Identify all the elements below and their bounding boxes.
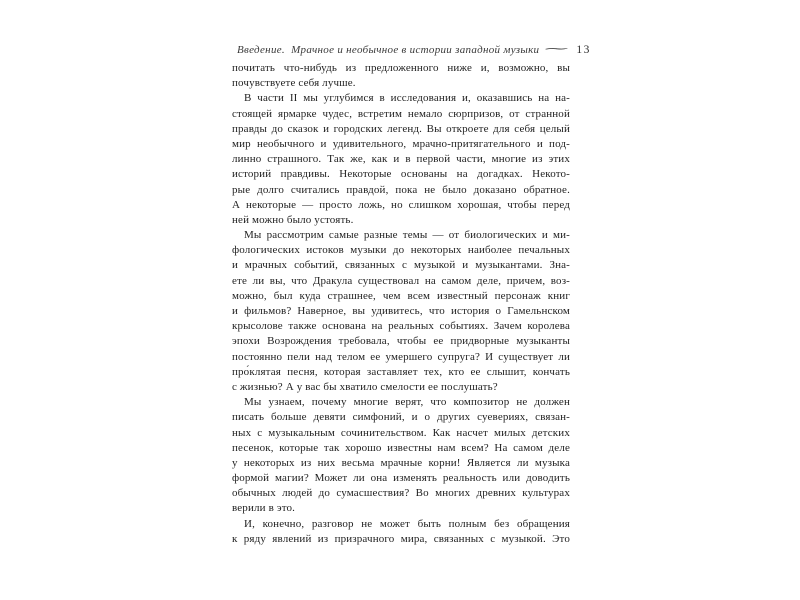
page-text xyxy=(232,61,570,547)
page-number: 13 xyxy=(576,44,591,56)
text-line: к ряду явлений из призрачного мира, связанных с музыкой. Это xyxy=(232,532,570,545)
text-line: можно, был куда страшнее, чем всем известный персонаж книг xyxy=(232,289,570,302)
text-line: писать больше девяти симфоний, и о других суевериях, связан- xyxy=(232,411,570,424)
text-line: ней можно было устоять. xyxy=(232,213,354,226)
text-line: стоящей ярмарке чудес, встретим немало сюрпризов, от странной xyxy=(232,107,570,120)
text-line: В части II мы углубимся в исследования и, оказавшись на на- xyxy=(244,92,570,105)
text-line: и мрачных событий, связанных с музыкой и музыкантами. Зна- xyxy=(232,259,570,272)
text-line: и фильмов? Наверное, вы удивитесь, что история о Гамельнском xyxy=(232,305,570,317)
text-line: линно страшного. Так же, как и в первой части, многие из этих xyxy=(232,153,570,166)
text-line: постоянно пели над телом ее умершего супруга? И существует ли xyxy=(232,350,570,363)
text-line: почитать что-нибудь из предложенного ниже и, возможно, вы xyxy=(232,62,570,74)
text-line: ных с музыкальным сочинительством. Как насчет милых детских xyxy=(232,426,570,439)
text-line: крысолове также основана на реальных событиях. Зачем королева xyxy=(232,320,570,333)
text-line: верили в это. xyxy=(232,502,296,515)
text-line: песенок, которые так хорошо известны нам всем? На самом деле xyxy=(232,441,570,454)
text-line: обычных людей до сумасшествия? Во многих древних культурах xyxy=(232,487,570,500)
text-line: И, конечно, разговор не может быть полным без обращения xyxy=(244,517,570,530)
swash-ornament-icon: ⁓ xyxy=(544,43,569,55)
text-line: историй правдивы. Некоторые основаны на догадках. Некото- xyxy=(232,168,570,181)
text-line: правды до сказок и городских легенд. Вы откроете для себя целый xyxy=(232,122,570,135)
text-line: Мы узнаем, почему многие верят, что композитор не должен xyxy=(244,396,570,409)
text-line: про́клятая песня, которая заставляет тех, кто ее слышит, кончать xyxy=(232,365,570,378)
text-line: фологических истоков музыки до некоторых наиболее печальных xyxy=(232,244,570,257)
text-line: А некоторые — просто ложь, но слишком хорошая, чтобы перед xyxy=(232,198,570,211)
running-head-title: Введение. Мрачное и необычное в истории западной музыки xyxy=(237,44,540,56)
text-line: у некоторых из них весьма мрачные корни! Является ли музыка xyxy=(232,456,570,469)
text-line: эпохи Возрождения требовала, чтобы ее придворные музыканты xyxy=(232,335,570,348)
text-line: почувствуете себя лучше. xyxy=(232,77,356,90)
text-line: мир необычного и удивительного, мрачно-притягательного и под- xyxy=(232,137,570,150)
text-line: с жизнью? А у вас бы хватило смелости ее послушать? xyxy=(232,380,498,393)
text-line: ете ли вы, что Дракула существовал на самом деле, причем, воз- xyxy=(232,274,570,287)
text-line: Мы рассмотрим самые разные темы — от биологических и ми- xyxy=(244,229,570,242)
text-line: формой магии? Может ли она изменять реальность или доводить xyxy=(232,472,570,485)
text-line: рые долго считались правдой, пока не было доказано обратное. xyxy=(232,183,570,196)
